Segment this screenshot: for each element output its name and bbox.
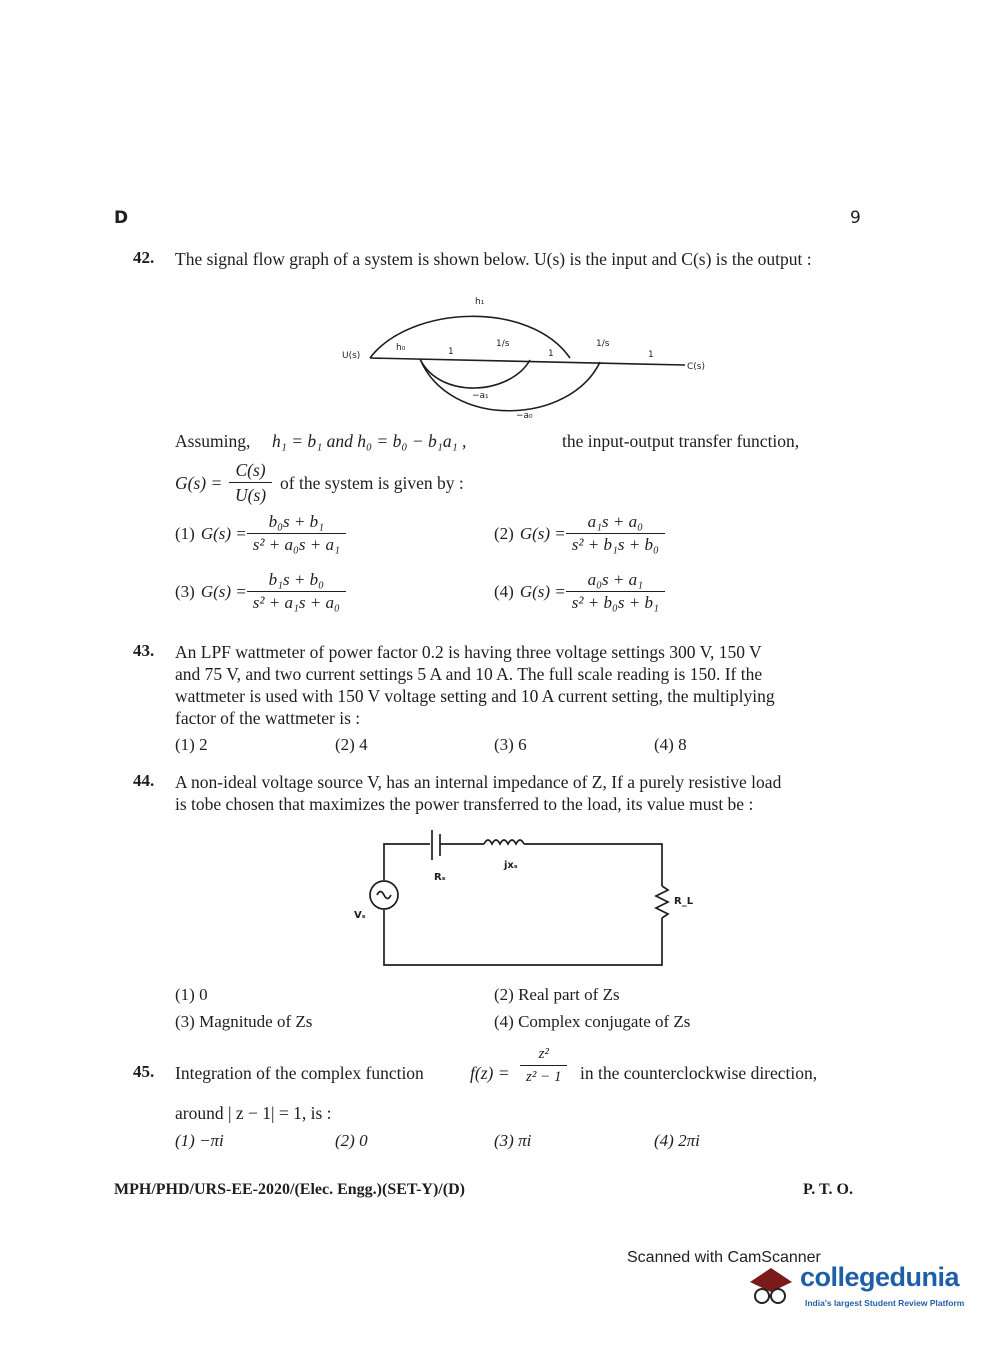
- sfg-neg-a1-label: −a₁: [472, 391, 489, 401]
- q42-option-1[interactable]: (1) G(s) = $\frac{\text{b₀s + b₁}}{\text{s² + a₀s + a₁}}$: [175, 512, 346, 555]
- q42-assumption-prefix: Assuming,: [175, 431, 251, 451]
- scanned-with-text: Scanned with CamScanner: [627, 1249, 821, 1266]
- sfg-gain-1c: 1: [648, 350, 654, 360]
- label-rs: Rₛ: [434, 872, 446, 883]
- sfg-gain-s2: 1/s: [596, 339, 610, 349]
- label-jxs: jxₛ: [504, 860, 518, 871]
- q42-gs-num: C(s): [229, 459, 272, 483]
- sfg-output-label: C(s): [687, 362, 705, 372]
- q43-option-1[interactable]: (1) 2: [175, 735, 208, 754]
- q44-option-1[interactable]: (1) 0: [175, 985, 208, 1004]
- q45-option-4[interactable]: (4) 2πi: [654, 1131, 700, 1150]
- sfg-h0-label: h₀: [396, 343, 406, 353]
- q42-assumption-suffix: the input-output transfer function,: [562, 431, 800, 451]
- q43-option-4[interactable]: (4) 8: [654, 735, 687, 754]
- q45-number: 45.: [133, 1062, 155, 1081]
- q43-number: 43.: [133, 641, 155, 660]
- q42-gs-suffix: of the system is given by :: [280, 473, 464, 493]
- sfg-input-label: U(s): [342, 351, 361, 361]
- footer-code: MPH/PHD/URS-EE-2020/(Elec. Engg.)(SET-Y)/(D): [114, 1181, 465, 1198]
- q45-text-post: in the counterclockwise direction,: [580, 1063, 818, 1083]
- collegedunia-logo: collegedunia: [800, 1262, 960, 1292]
- inductor: [484, 840, 524, 844]
- q45-option-3[interactable]: (3) πi: [494, 1131, 532, 1150]
- q45-option-2[interactable]: (2) 0: [335, 1131, 368, 1150]
- collegedunia-tagline: India's largest Student Review Platform: [805, 1298, 965, 1308]
- q44-option-2[interactable]: (2) Real part of Zs: [494, 985, 620, 1004]
- sfg-a0-feedback: [420, 359, 600, 411]
- collegedunia-mascot-icon: [744, 1262, 798, 1314]
- q45-line-2: around | z − 1| = 1, is :: [175, 1103, 332, 1123]
- q44-option-4[interactable]: (4) Complex conjugate of Zs: [494, 1012, 691, 1031]
- q45-fz: f(z) =: [470, 1063, 510, 1083]
- wire-bottom: [384, 910, 662, 965]
- page-number: 9: [850, 208, 861, 228]
- q43-line-1: An LPF wattmeter of power factor 0.2 is having three voltage settings 300 V, 150 V: [175, 642, 762, 662]
- footer-pto: P. T. O.: [803, 1181, 853, 1198]
- q43-option-3[interactable]: (3) 6: [494, 735, 527, 754]
- sfg-gain-s1: 1/s: [496, 339, 510, 349]
- resistor-load: [656, 886, 668, 918]
- q42-text: The signal flow graph of a system is shown below. U(s) is the input and C(s) is the output :: [175, 249, 812, 269]
- q43-line-2: and 75 V, and two current settings 5 A and 10 A. The full scale reading is 150. If the: [175, 664, 763, 684]
- q42-option-4[interactable]: (4) G(s) = $\frac{\text{a₀s + a₁}}{\text{s² + b₀s + b₁}}$: [494, 570, 665, 613]
- wire-top-right: [524, 844, 662, 886]
- sfg-h1-label: h₁: [475, 297, 485, 307]
- q42-assumption-eq: h₁ = b₁ and h₀ = b₀ − b₁a₁ ,: [272, 431, 467, 451]
- label-vs: Vₛ: [354, 910, 366, 921]
- q42-option-2[interactable]: (2) G(s) = $\frac{\text{a₁s + a₀}}{\text{s² + b₁s + b₀}}$: [494, 512, 665, 555]
- q45-den: z² − 1: [526, 1069, 562, 1085]
- q42-gs-den: U(s): [235, 485, 267, 505]
- label-rl: R_L: [674, 896, 694, 907]
- sfg-neg-a0-label: −a₀: [516, 411, 533, 420]
- q44-number: 44.: [133, 771, 155, 790]
- q45-option-1[interactable]: (1) −πi: [175, 1131, 224, 1150]
- q45-fraction: [520, 1044, 567, 1087]
- q42-gs-fraction: [229, 459, 272, 506]
- circuit-diagram: [340, 820, 700, 975]
- q42-gs-label: G(s) =: [175, 473, 223, 493]
- set-code: D: [114, 208, 129, 228]
- signal-flow-graph: [330, 290, 730, 420]
- q43-line-4: factor of the wattmeter is :: [175, 708, 361, 728]
- q42-number: 42.: [133, 248, 155, 267]
- sfg-gain-1a: 1: [448, 347, 454, 357]
- q43-line-3: wattmeter is used with 150 V voltage setting and 10 A current setting, the multiplying: [175, 686, 775, 706]
- q44-line-2: is tobe chosen that maximizes the power transferred to the load, its value must be :: [175, 794, 754, 814]
- sfg-gain-1b: 1: [548, 349, 554, 359]
- q44-line-1: A non-ideal voltage source V, has an internal impedance of Z, If a purely resistive load: [175, 772, 782, 792]
- q45-text-pre: Integration of the complex function: [175, 1063, 424, 1083]
- wire-top-left: [384, 844, 430, 880]
- q45-num: z²: [520, 1044, 567, 1066]
- q44-option-3[interactable]: (3) Magnitude of Zs: [175, 1012, 313, 1031]
- q43-option-2[interactable]: (2) 4: [335, 735, 368, 754]
- q42-option-3[interactable]: (3) G(s) = $\frac{\text{b₁s + b₀}}{\text{s² + a₁s + a₀}}$: [175, 570, 346, 613]
